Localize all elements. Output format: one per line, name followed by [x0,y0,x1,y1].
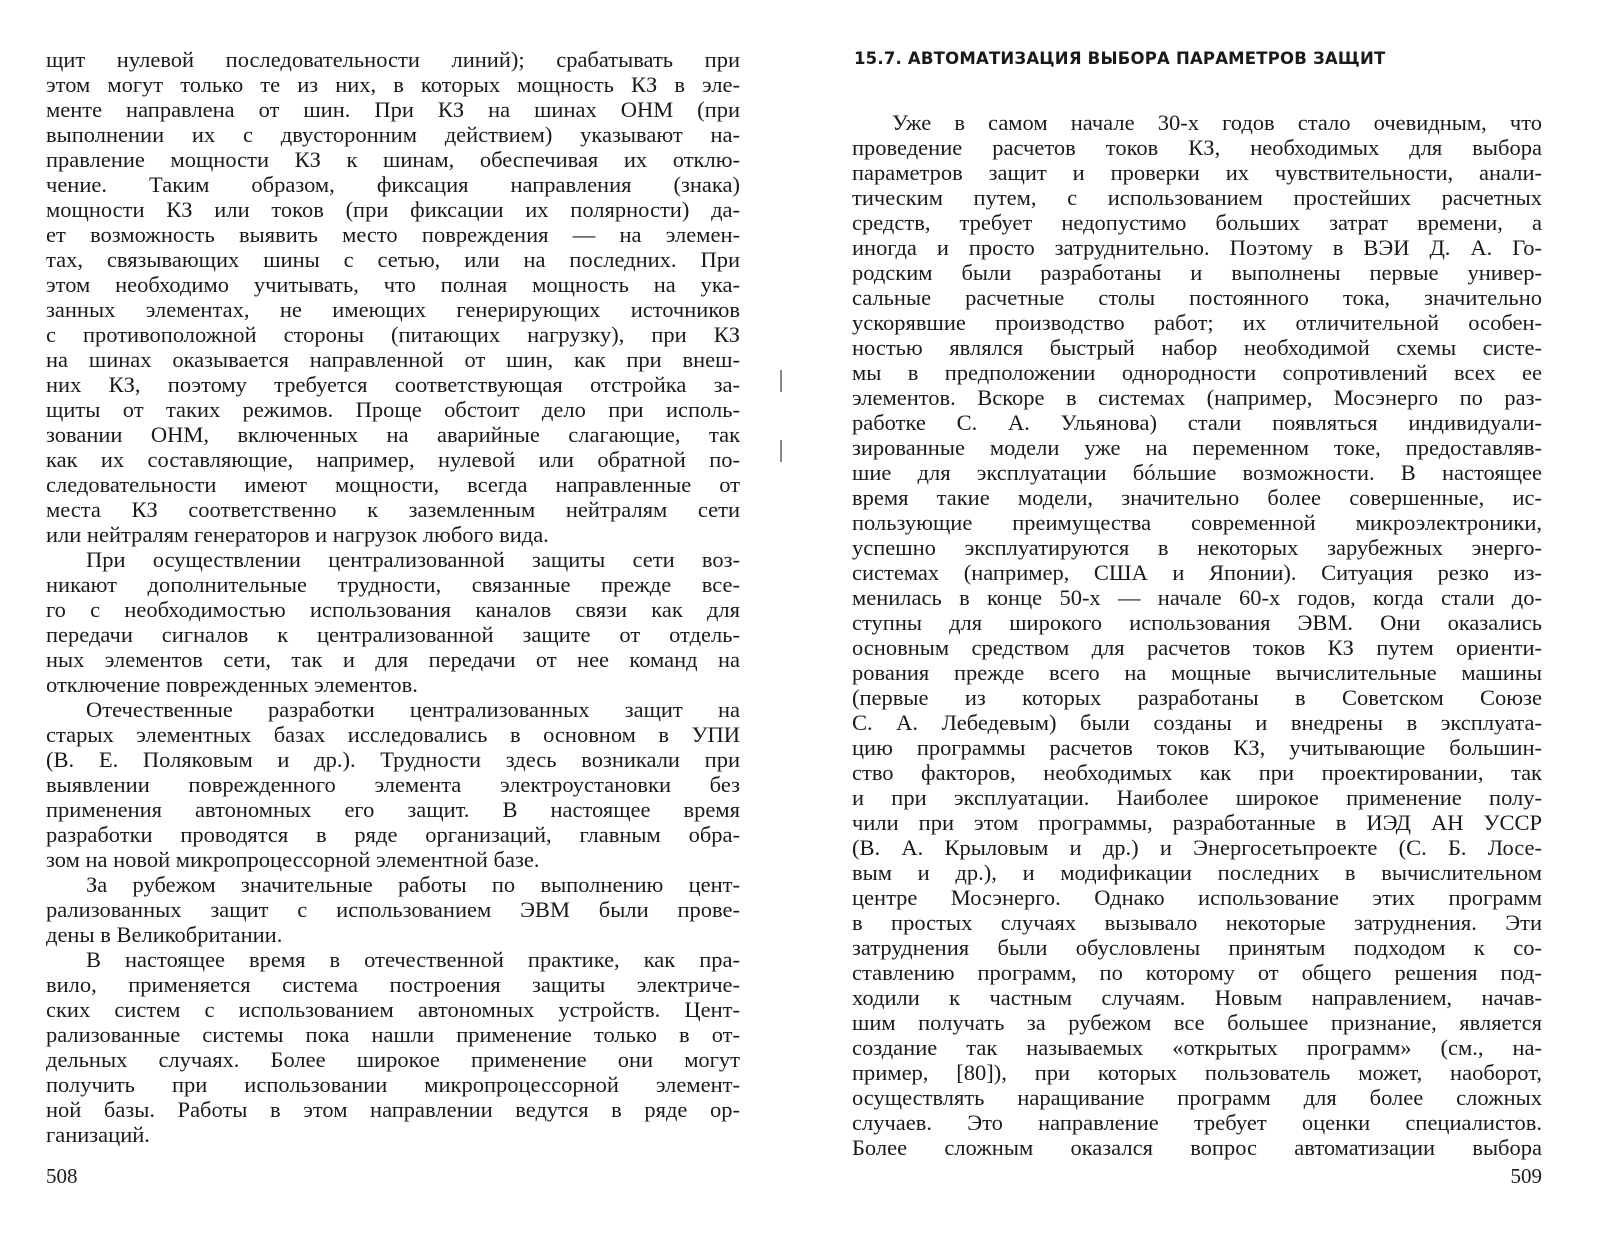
text-line: центре Мосэнерго. Однако использование этих программ [852,885,1542,910]
text-line: выявлении поврежденного элемента электроустановки без [46,772,740,797]
text-line: передачи сигналов к централизованной защите от отдель- [46,622,740,647]
text-line: затруднения были обусловлены принятым подходом к со- [852,935,1542,960]
text-line: отключение поврежденных элементов. [46,672,418,697]
text-line: правление мощности КЗ к шинам, обеспечивая их отклю- [46,147,740,172]
text-line: них КЗ, поэтому требуется соответствующая отстройка за- [46,372,740,397]
text-line: (первые из которых разработаны в Советском Союзе [852,685,1542,710]
text-line: этом необходимо учитывать, что полная мощность на ука- [46,272,740,297]
text-line: С. А. Лебедевым) были созданы и внедрены в эксплуата- [852,710,1542,735]
text-line: ных элементов сети, так и для передачи от нее команд на [46,647,740,672]
text-line: чили при этом программы, разработанные в ИЭД АН УССР [852,810,1542,835]
text-line: ной базы. Работы в этом направлении ведутся в ряде ор- [46,1097,740,1122]
text-line: Более сложным оказался вопрос автоматизации выбора [852,1135,1542,1160]
text-line: мощности КЗ или токов (при фиксации их полярности) да- [46,197,740,222]
text-line: ускорявшие производство работ; их отличительной особен- [852,310,1542,335]
text-line: За рубежом значительные работы по выполнению цент- [86,872,740,897]
text-line: тическим путем, с использованием простейших расчетных [852,185,1542,210]
text-line: ступны для широкого использования ЭВМ. Они оказались [852,610,1542,635]
text-line: и при эксплуатации. Наиболее широкое применение полу- [852,785,1542,810]
text-line: получить при использовании микропроцессорной элемент- [46,1072,740,1097]
text-line: пользующие преимущества современной микроэлектроники, [852,510,1542,535]
text-line: проведение расчетов токов КЗ, необходимых для выбора [852,135,1542,160]
text-line: сальные расчетные столы постоянного тока, значительно [852,285,1542,310]
text-line: в простых случаях вызывало некоторые затруднения. Эти [852,910,1542,935]
text-line: рализованные системы пока нашли применение только в от- [46,1022,740,1047]
text-line: мы в предположении однородности сопротивлений всех ее [852,360,1542,385]
text-line: ганизаций. [46,1122,150,1147]
text-line: занных элементах, не имеющих генерирующих источников [46,297,740,322]
left-page [46,0,740,1249]
text-line: на шинах оказывается направленной от шин, как при внеш- [46,347,740,372]
text-line: цию программы расчетов токов КЗ, учитывающие большин- [852,735,1542,760]
text-line: менте направлена от шин. При КЗ на шинах ОНМ (при [46,97,740,122]
text-line: рализованных защит с использованием ЭВМ были прове- [46,897,740,922]
text-line: ских систем с использованием автономных устройств. Цент- [46,997,740,1022]
text-line: этом могут только те из них, в которых мощность КЗ в эле- [46,72,740,97]
text-line: случаев. Это направление требует оценки специалистов. [852,1110,1542,1135]
text-line: При осуществлении централизованной защиты сети воз- [86,547,740,572]
text-line: средств, требует недопустимо больших затрат времени, а [852,210,1542,235]
text-line: В настоящее время в отечественной практике, как пра- [86,947,740,972]
text-line: менилась в конце 50-х — начале 60-х годов, когда стали до- [852,585,1542,610]
text-line: ностью являлся быстрый набор необходимой схемы систе- [852,335,1542,360]
text-line: ходили к частным случаям. Новым направлением, начав- [852,985,1542,1010]
text-line: шим получать за рубежом все большее признание, является [852,1010,1542,1035]
right-page [852,0,1542,1249]
text-line: разработки проводятся в ряде организаций, главным обра- [46,822,740,847]
text-line: элементов. Вскоре в системах (например, Мосэнерго по раз- [852,385,1542,410]
text-line: (В. А. Крыловым и др.) и Энергосетьпроекте (С. Б. Лосе- [852,835,1542,860]
text-line: как их составляющие, например, нулевой или обратной по- [46,447,740,472]
text-line: зом на новой микропроцессорной элементной базе. [46,847,540,872]
text-line: рования прежде всего на мощные вычислительные машины [852,660,1542,685]
text-line: старых элементных базах исследовались в основном в УПИ [46,722,740,747]
text-line: места КЗ соответственно к заземленным нейтралям сети [46,497,740,522]
text-line: ство факторов, необходимых как при проектировании, так [852,760,1542,785]
text-line: Уже в самом начале 30-х годов стало очевидным, что [892,110,1542,135]
text-line: создание так называемых «открытых программ» (см., на- [852,1035,1542,1060]
text-line: щиты от таких режимов. Проще обстоит дело при исполь- [46,397,740,422]
text-line: Отечественные разработки централизованных защит на [86,697,740,722]
text-line: никают дополнительные трудности, связанные прежде все- [46,572,740,597]
text-line: ставлению программ, по которому от общего решения под- [852,960,1542,985]
text-line: основным средством для расчетов токов КЗ путем ориенти- [852,635,1542,660]
text-line: дены в Великобритании. [46,922,283,947]
text-line: зированные модели уже на переменном токе, предоставляв- [852,435,1542,460]
text-line: чение. Таким образом, фиксация направления (знака) [46,172,740,197]
right-page-text [852,110,1542,1160]
text-line: дельных случаях. Более широкое применение они могут [46,1047,740,1072]
text-line: с противоположной стороны (питающих нагрузку), при КЗ [46,322,740,347]
text-line: вило, применяется система построения защиты электриче- [46,972,740,997]
text-line: осуществлять наращивание программ для более сложных [852,1085,1542,1110]
right-page-number: 509 [1510,1164,1542,1188]
text-line: параметров защит и проверки их чувствительности, анали- [852,160,1542,185]
text-line: зовании ОНМ, включенных на аварийные слагающие, так [46,422,740,447]
text-line: ет возможность выявить место повреждения — на элемен- [46,222,740,247]
text-line: вым и др.), и модификации последних в вычислительном [852,860,1542,885]
text-line: успешно эксплуатируются в некоторых зарубежных энерго- [852,535,1542,560]
text-line: тах, связывающих шины с сетью, или на последних. При [46,247,740,272]
text-line: применения автономных его защит. В настоящее время [46,797,740,822]
text-line: следовательности имеют мощности, всегда направленные от [46,472,740,497]
left-page-number: 508 [46,1164,78,1188]
text-line: выполнении их с двусторонним действием) указывают на- [46,122,740,147]
text-line: родским были разработаны и выполнены первые универ- [852,260,1542,285]
text-line: иногда и просто затруднительно. Поэтому в ВЭИ Д. А. Го- [852,235,1542,260]
gutter-mark [780,370,782,392]
section-heading: 15.7. АВТОМАТИЗАЦИЯ ВЫБОРА ПАРАМЕТРОВ ЗАЩИТ [854,49,1386,68]
text-line: го с необходимостью использования каналов связи как для [46,597,740,622]
text-line: щит нулевой последовательности линий); срабатывать при [46,47,740,72]
text-line: шие для эксплуатации бóльшие возможности. В настоящее [852,460,1542,485]
gutter-mark [780,440,782,462]
text-line: (В. Е. Поляковым и др.). Трудности здесь возникали при [46,747,740,772]
text-line: системах (например, США и Японии). Ситуация резко из- [852,560,1542,585]
text-line: или нейтралям генераторов и нагрузок любого вида. [46,522,549,547]
text-line: пример, [80]), при которых пользователь может, наоборот, [852,1060,1542,1085]
left-page-text [46,47,740,1147]
text-line: работке С. А. Ульянова) стали появляться индивидуали- [852,410,1542,435]
text-line: время такие модели, значительно более совершенные, ис- [852,485,1542,510]
